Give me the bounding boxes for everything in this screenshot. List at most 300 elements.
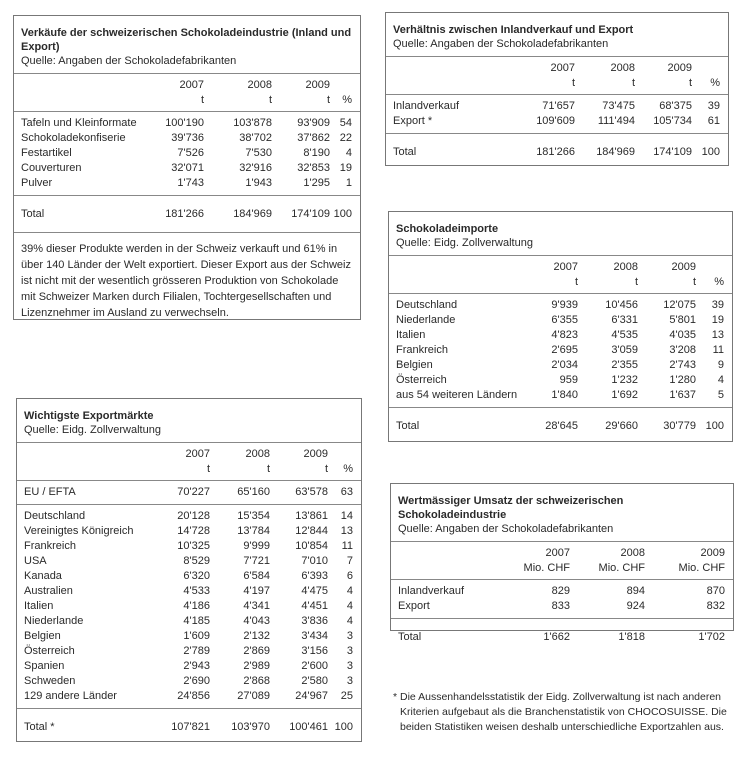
row-label — [393, 76, 513, 91]
table-source: Quelle: Eidg. Zollverwaltung — [396, 237, 533, 249]
cell-value: 3 — [346, 630, 353, 642]
cell-value: 2'868 — [243, 675, 270, 687]
cell-value: 3'156 — [301, 645, 328, 657]
total-section — [17, 709, 361, 745]
table-header — [386, 13, 728, 57]
row-label: Österreich — [24, 645, 75, 657]
table-row — [389, 313, 732, 328]
row-label — [24, 462, 148, 477]
cell-value: 100'190 — [165, 117, 204, 129]
cell-value: 20'128 — [177, 510, 210, 522]
total-section — [14, 196, 360, 233]
cell-value: 6'320 — [183, 570, 210, 582]
header-row — [14, 93, 360, 108]
row-label: Niederlande — [396, 314, 456, 326]
cell-value: 181'266 — [536, 146, 575, 158]
cell-value: 13'784 — [237, 525, 270, 537]
cell-value: 1'295 — [303, 177, 330, 189]
cell-value: 7'530 — [245, 147, 272, 159]
total-row — [389, 412, 732, 440]
cell-value: 2009 — [305, 79, 330, 91]
cell-value: 19 — [339, 162, 352, 174]
cell-value: 174'109 — [291, 208, 330, 220]
table-section — [391, 580, 733, 619]
cell-value: 832 — [706, 600, 725, 612]
cell-value: 6'393 — [301, 570, 328, 582]
cell-value: 6'331 — [611, 314, 638, 326]
table-source: Quelle: Eidg. Zollverwaltung — [24, 424, 161, 436]
row-label: Inlandverkauf — [398, 585, 465, 597]
cell-value: 12'075 — [663, 299, 696, 311]
cell-value: 70'227 — [177, 486, 210, 498]
table-row — [17, 569, 361, 584]
cell-value: 6'355 — [551, 314, 578, 326]
table-title: Schokoladeimporte — [396, 223, 499, 235]
cell-value — [330, 78, 352, 93]
row-label: Total — [21, 208, 45, 220]
cell-value: 3'434 — [301, 630, 328, 642]
row-label: Schweden — [24, 675, 76, 687]
row-label: EU / EFTA — [24, 486, 76, 498]
header-row — [391, 546, 733, 561]
total-row — [17, 713, 361, 741]
header-row — [17, 462, 361, 477]
table-title: Verhältnis zwischen Inlandverkauf und Export — [393, 24, 634, 36]
table-section — [17, 481, 361, 505]
cell-value: 4'186 — [183, 600, 210, 612]
table-row — [17, 644, 361, 659]
cell-value: 9'999 — [243, 540, 270, 552]
cell-value: 68'375 — [659, 100, 692, 112]
row-label: Schokoladekonfiserie — [21, 132, 126, 144]
cell-value: 54 — [339, 117, 352, 129]
cell-value: 1'662 — [543, 631, 570, 643]
cell-value: 38'702 — [239, 132, 272, 144]
row-label: Italien — [396, 329, 426, 341]
cell-value: 63'578 — [295, 486, 328, 498]
cell-value: 1'280 — [669, 374, 696, 386]
cell-value: t — [571, 77, 575, 89]
cell-value: 3 — [346, 660, 353, 672]
header-row — [14, 78, 360, 93]
row-label: Festartikel — [21, 147, 72, 159]
column-headers — [14, 74, 360, 112]
cell-value: 19 — [711, 314, 724, 326]
table-section — [14, 112, 360, 196]
cell-value: 1'232 — [611, 374, 638, 386]
cell-value: 39 — [711, 299, 724, 311]
cell-value: 39'736 — [171, 132, 204, 144]
cell-value: 2008 — [620, 547, 645, 559]
cell-value: 10'325 — [177, 540, 210, 552]
cell-value: t — [324, 463, 328, 475]
table-row — [17, 485, 361, 500]
cell-value: 1 — [345, 177, 352, 189]
cell-value: 39 — [707, 100, 720, 112]
cell-value: 2'600 — [301, 660, 328, 672]
row-label — [396, 275, 518, 290]
table-export-markets — [16, 398, 362, 742]
row-label: 129 andere Länder — [24, 690, 117, 702]
total-section — [389, 408, 732, 444]
table-source: Quelle: Angaben der Schokoladefabrikanten — [21, 55, 237, 67]
cell-value: 107'821 — [171, 721, 210, 733]
cell-value: t — [634, 276, 638, 288]
table-row — [386, 114, 728, 129]
row-label: aus 54 weiteren Ländern — [396, 389, 518, 401]
table-title: Wichtigste Exportmärkte — [24, 410, 154, 422]
column-headers — [391, 542, 733, 580]
cell-value: t — [574, 276, 578, 288]
table-section — [17, 505, 361, 709]
cell-value: 9'939 — [551, 299, 578, 311]
cell-value: 924 — [626, 600, 645, 612]
table-title: Wertmässiger Umsatz der schweizerischen Schokoladeindustrie — [398, 495, 624, 521]
cell-value: 32'071 — [171, 162, 204, 174]
cell-value: % — [342, 94, 352, 106]
cell-value: 2008 — [247, 79, 272, 91]
cell-value — [696, 260, 724, 275]
table-row — [14, 176, 360, 191]
table-row — [17, 539, 361, 554]
cell-value: 24'856 — [177, 690, 210, 702]
cell-value: 25 — [340, 690, 353, 702]
cell-value: 4'197 — [243, 585, 270, 597]
cell-value: t — [206, 463, 210, 475]
cell-value: % — [710, 77, 720, 89]
cell-value: 71'657 — [542, 100, 575, 112]
cell-value: 2009 — [700, 547, 725, 559]
header-row — [391, 561, 733, 576]
table-domestic-vs-export — [385, 12, 729, 166]
row-label: Couverturen — [21, 162, 82, 174]
cell-value: 8'529 — [183, 555, 210, 567]
cell-value: 3'836 — [301, 615, 328, 627]
cell-value: 6'584 — [243, 570, 270, 582]
row-label: USA — [24, 555, 47, 567]
cell-value: 3 — [346, 645, 353, 657]
table-row — [17, 659, 361, 674]
cell-value: 8'190 — [303, 147, 330, 159]
cell-value: 100 — [701, 146, 720, 158]
row-label: Inlandverkauf — [393, 100, 460, 112]
cell-value: 73'475 — [602, 100, 635, 112]
cell-value: t — [631, 77, 635, 89]
column-headers — [386, 57, 728, 95]
table-revenue-value — [390, 483, 734, 643]
cell-value: 7'721 — [243, 555, 270, 567]
column-headers — [17, 443, 361, 481]
cell-value: 2'355 — [611, 359, 638, 371]
header-row — [386, 61, 728, 76]
row-label — [393, 61, 513, 76]
cell-value: 1'818 — [618, 631, 645, 643]
cell-value: 10'456 — [605, 299, 638, 311]
cell-value: 6 — [346, 570, 353, 582]
cell-value: 4 — [346, 615, 353, 627]
table-row — [389, 358, 732, 373]
cell-value: 22 — [339, 132, 352, 144]
cell-value: 29'660 — [605, 420, 638, 432]
row-label: Spanien — [24, 660, 65, 672]
row-label: Frankreich — [24, 540, 76, 552]
cell-value: 105'734 — [653, 115, 692, 127]
row-label: Niederlande — [24, 615, 84, 627]
cell-value: 2'989 — [243, 660, 270, 672]
cell-value: 4'533 — [183, 585, 210, 597]
cell-value: 5 — [717, 389, 724, 401]
row-label: Frankreich — [396, 344, 448, 356]
cell-value: 833 — [551, 600, 570, 612]
cell-value: Mio. CHF — [598, 562, 645, 574]
cell-value: 13 — [340, 525, 353, 537]
row-label: Total * — [24, 721, 55, 733]
table-chocolate-sales — [13, 15, 361, 320]
cell-value: 109'609 — [536, 115, 575, 127]
row-label — [398, 561, 500, 576]
cell-value: 4 — [345, 147, 352, 159]
cell-value: t — [200, 94, 204, 106]
table-row — [389, 298, 732, 313]
cell-value: 184'969 — [233, 208, 272, 220]
cell-value: 2'690 — [183, 675, 210, 687]
table-row — [17, 584, 361, 599]
cell-value: 103'878 — [233, 117, 272, 129]
cell-value: 2'869 — [243, 645, 270, 657]
cell-value: 100 — [334, 721, 353, 733]
cell-value: 14 — [340, 510, 353, 522]
row-label: Deutschland — [396, 299, 458, 311]
total-row — [391, 623, 733, 651]
row-label — [398, 546, 500, 561]
cell-value: 4'341 — [243, 600, 270, 612]
cell-value: 4 — [346, 585, 353, 597]
cell-value: 3'059 — [611, 344, 638, 356]
cell-value: 2009 — [667, 62, 692, 74]
table-row — [391, 584, 733, 599]
cell-value: 184'969 — [596, 146, 635, 158]
cell-value: 4'475 — [301, 585, 328, 597]
row-label — [396, 260, 518, 275]
cell-value: 4 — [717, 374, 724, 386]
header-row — [389, 275, 732, 290]
table-source: Quelle: Angaben der Schokoladefabrikanten — [398, 523, 614, 535]
total-row — [14, 200, 360, 228]
table-row — [17, 629, 361, 644]
row-label — [21, 93, 142, 108]
cell-value: % — [714, 276, 724, 288]
table-row — [14, 161, 360, 176]
cell-value: 30'779 — [663, 420, 696, 432]
cell-value: 4'535 — [611, 329, 638, 341]
table-row — [17, 599, 361, 614]
cell-value: 4'185 — [183, 615, 210, 627]
cell-value: 870 — [706, 585, 725, 597]
cell-value: 959 — [559, 374, 578, 386]
cell-value: 5'801 — [669, 314, 696, 326]
table-chocolate-imports — [388, 211, 733, 442]
row-label: Total — [393, 146, 417, 158]
table-source: Quelle: Angaben der Schokoladefabrikanten — [393, 38, 609, 50]
cell-value: 1'609 — [183, 630, 210, 642]
cell-value: 3 — [346, 675, 353, 687]
cell-value — [692, 61, 720, 76]
total-section — [391, 619, 733, 655]
row-label: Belgien — [396, 359, 433, 371]
cell-value: 2'789 — [183, 645, 210, 657]
table-row — [17, 554, 361, 569]
cell-value: % — [343, 463, 353, 475]
cell-value: 2007 — [545, 547, 570, 559]
column-headers — [389, 256, 732, 294]
cell-value: t — [688, 77, 692, 89]
cell-value: 7'526 — [177, 147, 204, 159]
row-label: Vereinigtes Königreich — [24, 525, 134, 537]
cell-value: 11 — [712, 344, 724, 356]
cell-value: 14'728 — [177, 525, 210, 537]
row-label: Export — [398, 600, 430, 612]
cell-value: 2008 — [245, 448, 270, 460]
row-label: Deutschland — [24, 510, 86, 522]
cell-value: 2'580 — [301, 675, 328, 687]
cell-value: 181'266 — [165, 208, 204, 220]
cell-value: 93'909 — [297, 117, 330, 129]
cell-value: 2009 — [671, 261, 696, 273]
table-row — [17, 674, 361, 689]
table-row — [386, 99, 728, 114]
cell-value: 27'089 — [237, 690, 270, 702]
table-row — [17, 689, 361, 704]
table-row — [391, 599, 733, 614]
cell-value: 1'840 — [551, 389, 578, 401]
cell-value: 1'702 — [698, 631, 725, 643]
row-label: Australien — [24, 585, 73, 597]
cell-value: 2'034 — [551, 359, 578, 371]
cell-value: 2'943 — [183, 660, 210, 672]
cell-value: t — [266, 463, 270, 475]
cell-value: 7 — [346, 555, 353, 567]
cell-value: 3'208 — [669, 344, 696, 356]
row-label: Total — [396, 420, 420, 432]
cell-value: 4'035 — [669, 329, 696, 341]
table-header — [389, 212, 732, 256]
cell-value: 12'844 — [295, 525, 328, 537]
total-row — [386, 138, 728, 166]
table-note: 39% dieser Produkte werden in der Schweiz verkauft und 61% in über 140 Länder der Welt exportiert. Dieser Export aus der Schweiz ist nicht mit der wesentlich grösseren Produktion von Schokolade mit Schweizer Marken durch Filialen, Tochtergesellschaften und Lizenznehmer im Ausland zu verwechseln. — [21, 243, 351, 319]
table-header — [14, 16, 360, 74]
row-label: Kanada — [24, 570, 62, 582]
cell-value: 2009 — [303, 448, 328, 460]
table-row — [389, 343, 732, 358]
table-row — [389, 373, 732, 388]
table-section — [389, 294, 732, 408]
cell-value: 32'853 — [297, 162, 330, 174]
cell-value: Mio. CHF — [523, 562, 570, 574]
cell-value: 2007 — [179, 79, 204, 91]
table-row — [17, 509, 361, 524]
row-label: Pulver — [21, 177, 53, 189]
cell-value: 100'461 — [289, 721, 328, 733]
cell-value: 103'970 — [231, 721, 270, 733]
row-label — [24, 447, 148, 462]
cell-value: 9 — [717, 359, 724, 371]
cell-value: 4'823 — [551, 329, 578, 341]
table-row — [14, 116, 360, 131]
cell-value: 37'862 — [297, 132, 330, 144]
table-row — [389, 388, 732, 403]
cell-value: 11 — [341, 540, 353, 552]
cell-value: 10'854 — [295, 540, 328, 552]
total-section — [386, 134, 728, 170]
table-header — [17, 399, 361, 443]
cell-value: 2008 — [610, 62, 635, 74]
cell-value: 15'354 — [237, 510, 270, 522]
cell-value: 1'637 — [669, 389, 696, 401]
cell-value: 1'943 — [245, 177, 272, 189]
table-section — [386, 95, 728, 134]
cell-value: 65'160 — [237, 486, 270, 498]
cell-value: 1'692 — [611, 389, 638, 401]
cell-value: 111'494 — [597, 115, 635, 127]
cell-value — [328, 447, 353, 462]
row-label: Tafeln und Kleinformate — [21, 117, 137, 129]
cell-value: 2'695 — [551, 344, 578, 356]
cell-value: 894 — [626, 585, 645, 597]
table-title: Verkäufe der schweizerischen Schokoladeindustrie (Inland und Export) — [21, 27, 352, 53]
cell-value: 1'743 — [177, 177, 204, 189]
table-row — [17, 614, 361, 629]
cell-value: 2007 — [553, 261, 578, 273]
cell-value: 63 — [340, 486, 353, 498]
table-header — [391, 484, 733, 542]
cell-value: 24'967 — [295, 690, 328, 702]
cell-value: 4 — [346, 600, 353, 612]
cell-value: 13 — [711, 329, 724, 341]
table-row — [14, 131, 360, 146]
row-label: Italien — [24, 600, 54, 612]
cell-value: 829 — [551, 585, 570, 597]
row-label: Österreich — [396, 374, 447, 386]
cell-value: 28'645 — [545, 420, 578, 432]
header-row — [386, 76, 728, 91]
cell-value: 2007 — [185, 448, 210, 460]
cell-value: 7'010 — [301, 555, 328, 567]
cell-value: t — [692, 276, 696, 288]
footnote: * Die Aussenhandelsstatistik der Eidg. Zollverwaltung ist nach anderen Kriterien aufgebaut als die Branchenstatistik von CHOCOSUISSE. Die beiden Statistiken weisen deshalb unterschiedliche Exportzahlen aus. — [393, 691, 727, 733]
row-label — [21, 78, 142, 93]
row-label: Export * — [393, 115, 433, 127]
cell-value: Mio. CHF — [678, 562, 725, 574]
header-row — [389, 260, 732, 275]
cell-value: 100 — [705, 420, 724, 432]
cell-value: 2'743 — [669, 359, 696, 371]
cell-value: 32'916 — [239, 162, 272, 174]
cell-value: 2007 — [550, 62, 575, 74]
cell-value: 13'861 — [295, 510, 328, 522]
cell-value: 174'109 — [653, 146, 692, 158]
table-row — [14, 146, 360, 161]
cell-value: 4'451 — [301, 600, 328, 612]
row-label: Belgien — [24, 630, 61, 642]
cell-value: 2'132 — [243, 630, 270, 642]
cell-value: 2008 — [613, 261, 638, 273]
table-row — [389, 328, 732, 343]
cell-value: 4'043 — [243, 615, 270, 627]
table-row — [17, 524, 361, 539]
cell-value: 61 — [707, 115, 720, 127]
row-label: Total — [398, 631, 422, 643]
cell-value: t — [268, 94, 272, 106]
